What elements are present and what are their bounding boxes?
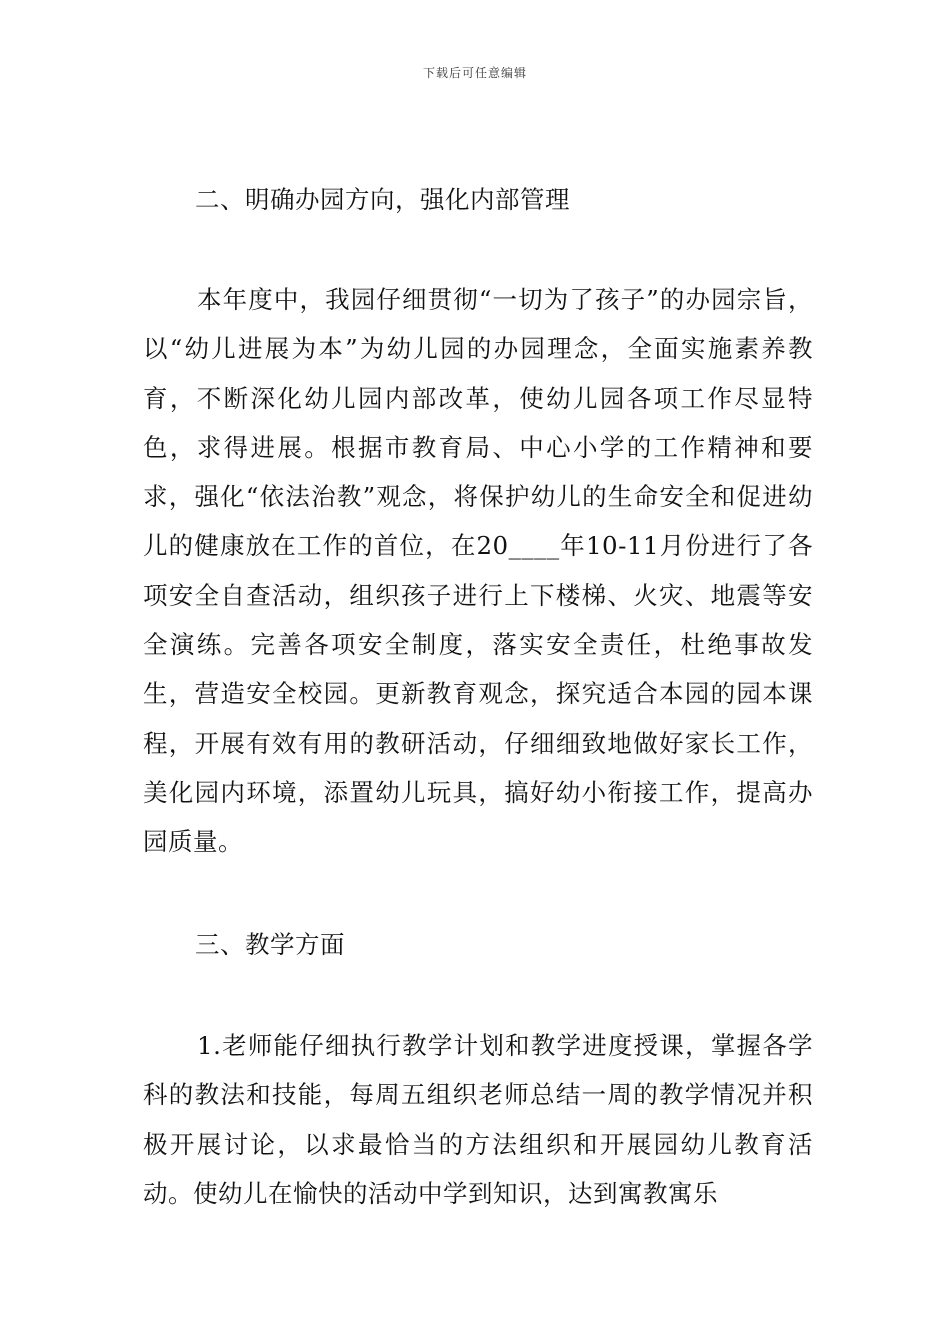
paragraph-teaching: 1.老师能仔细执行教学计划和教学进度授课，掌握各学科的教法和技能，每周五组织老师总结一周的教学情况并积极开展讨论，以求最恰当的方法组织和开展园幼儿教育活动。使幼儿在愉快的活动中学到知识，达到寓教寓乐 bbox=[143, 1031, 813, 1208]
paragraph-management: 本年度中，我园仔细贯彻“一切为了孩子”的办园宗旨，以“幼儿进展为本”为幼儿园的办园理念，全面实施素养教育，不断深化幼儿园内部改革，使幼儿园各项工作尽显特色，求得进展。根据市教育局、中心小学的工作精神和要求，强化“依法治教”观念，将保护幼儿的生命安全和促进幼儿的健康放在工作的首位，在20____年10-11月份进行了各项安全自查活动，组织孩子进行上下楼梯、火灾、地震等安全演练。完善各项安全制度，落实安全责任，杜绝事故发生，营造安全校园。更新教育观念，探究适合本园的园本课程，开展有效有用的教研活动，仔细细致地做好家长工作，美化园内环境，添置幼儿玩具，搞好幼小衔接工作，提高办园质量。 bbox=[143, 285, 813, 857]
section-heading-teaching: 三、教学方面 bbox=[195, 930, 345, 959]
page-header: 下载后可任意编辑 bbox=[422, 66, 527, 80]
section-heading-management: 二、明确办园方向，强化内部管理 bbox=[195, 185, 570, 214]
